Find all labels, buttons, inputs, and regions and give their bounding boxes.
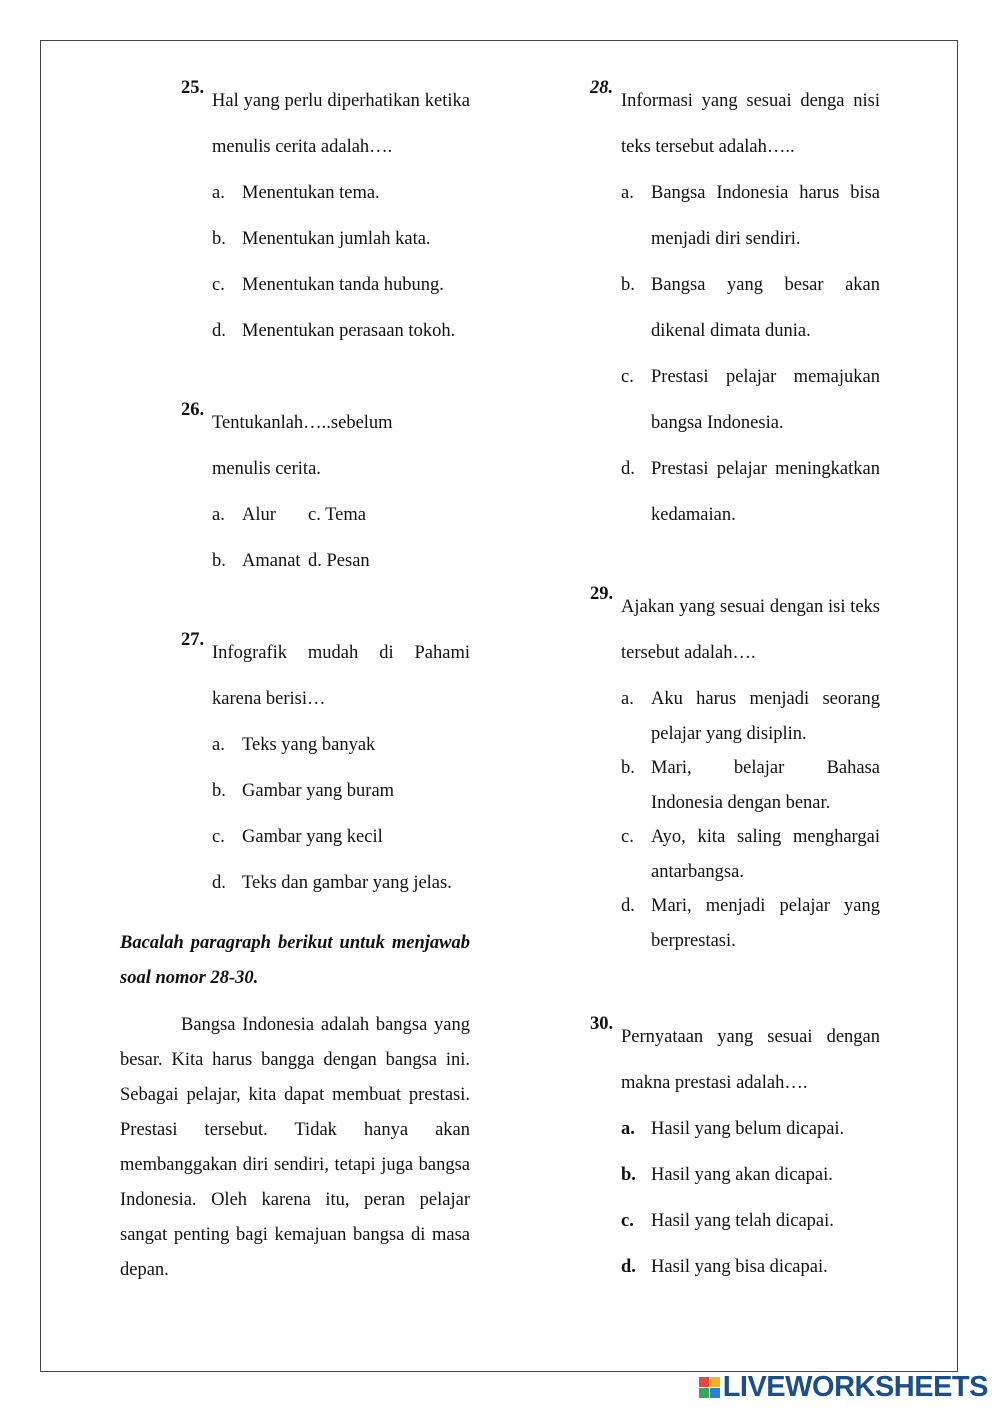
option-c[interactable]: [621, 820, 880, 889]
question-number: 27.: [181, 630, 205, 650]
question-number: 30.: [590, 1014, 614, 1034]
option-text: Prestasi pelajar meningkatkan kedamaian.: [651, 459, 880, 525]
logo-text: LIVEWORKSHEETS: [722, 1371, 988, 1403]
option-d[interactable]: [308, 538, 470, 584]
option-text: Aku harus menjadi seorang pelajar yang disiplin.: [651, 689, 880, 744]
option-b[interactable]: [621, 1152, 880, 1198]
option-text: Gambar yang kecil: [242, 827, 383, 847]
option-label: a.: [621, 1119, 635, 1139]
option-label: d.: [621, 459, 635, 479]
question-number: 25.: [181, 78, 205, 98]
question-text: Hal yang perlu diperhatikan ketika menulis cerita adalah….: [212, 91, 470, 157]
option-text: Bangsa Indonesia harus bisa menjadi diri sendiri.: [651, 183, 880, 249]
option-c[interactable]: [621, 1198, 880, 1244]
logo-tile: [710, 1388, 720, 1398]
question-number: 28.: [590, 78, 614, 98]
option-a[interactable]: [621, 1106, 880, 1152]
option-label: d.: [621, 896, 635, 916]
option-label: b.: [212, 551, 226, 571]
question-number: 26.: [181, 400, 205, 420]
question-text: Informasi yang sesuai denga nisi teks tersebut adalah…..: [621, 91, 880, 157]
option-text: Hasil yang bisa dicapai.: [651, 1257, 828, 1277]
question-28: [590, 78, 880, 538]
reading-instruction: Bacalah paragraph berikut untuk menjawab soal nomor 28-30.: [120, 933, 470, 988]
option-a[interactable]: [212, 492, 308, 538]
reading-paragraph: Bangsa Indonesia adalah bangsa yang besar. Kita harus bangga dengan bangsa ini. Sebagai pelajar, kita dapat membuat prestasi. Prestasi tersebut. Tidak hanya akan membanggakan diri sendiri, tetapi juga bangsa Indonesia. Oleh karena itu, peran pelajar sangat penting bagi kemajuan bangsa di masa depan.: [120, 1015, 470, 1280]
option-label: d.: [212, 321, 226, 341]
option-text: Mari, menjadi pelajar yang berprestasi.: [651, 896, 880, 951]
option-text: Teks dan gambar yang jelas.: [242, 873, 452, 893]
option-text: Amanat: [242, 551, 301, 571]
option-label: b.: [212, 229, 226, 249]
option-text: Hasil yang belum dicapai.: [651, 1119, 845, 1139]
option-label: b.: [621, 275, 635, 295]
option-label: c.: [212, 275, 225, 295]
option-text: Tema: [325, 505, 366, 525]
option-d[interactable]: [212, 308, 470, 354]
option-text: Ayo, kita saling menghargai antarbangsa.: [651, 827, 880, 882]
options-grid: [212, 492, 470, 584]
question-25: [120, 78, 470, 354]
question-27: [120, 630, 470, 906]
option-text: Bangsa yang besar akan dikenal dimata dunia.: [651, 275, 880, 341]
options-list: [621, 170, 880, 538]
options-list: [212, 170, 470, 354]
logo-tile: [699, 1377, 709, 1387]
option-a[interactable]: [212, 170, 470, 216]
liveworksheets-logo[interactable]: [699, 1371, 988, 1404]
option-label: a.: [621, 183, 634, 203]
options-list: [212, 722, 470, 906]
question-text: Infografik mudah di Pahami karena berisi…: [212, 643, 470, 709]
option-text: Menentukan perasaan tokoh.: [242, 321, 456, 341]
question-text: Ajakan yang sesuai dengan isi teks tersebut adalah….: [621, 597, 880, 663]
question-30: [590, 1014, 880, 1290]
logo-tile: [710, 1377, 720, 1387]
option-text: Prestasi pelajar memajukan bangsa Indonesia.: [651, 367, 880, 433]
option-b[interactable]: [212, 538, 308, 584]
option-a[interactable]: [212, 722, 470, 768]
option-label: d.: [621, 1257, 636, 1277]
option-text: Menentukan jumlah kata.: [242, 229, 431, 249]
liveworksheets-logo-icon: [699, 1377, 720, 1398]
option-c[interactable]: [308, 492, 470, 538]
option-c[interactable]: [621, 354, 880, 446]
option-label: a.: [621, 689, 634, 709]
option-text: Teks yang banyak: [242, 735, 376, 755]
option-label: a.: [212, 735, 225, 755]
option-text: Menentukan tema.: [242, 183, 380, 203]
option-c[interactable]: [212, 814, 470, 860]
option-d[interactable]: [621, 889, 880, 958]
question-26: [120, 400, 470, 584]
option-label: c.: [308, 505, 321, 525]
question-29: [590, 584, 880, 958]
question-text: Tentukanlah…..sebelum menulis cerita.: [212, 413, 393, 479]
option-label: b.: [212, 781, 226, 801]
question-text: Pernyataan yang sesuai dengan makna prestasi adalah….: [621, 1027, 880, 1093]
logo-tile: [699, 1388, 709, 1398]
option-label: a.: [212, 505, 225, 525]
options-list: [621, 682, 880, 958]
option-label: d.: [308, 551, 322, 571]
option-b[interactable]: [621, 751, 880, 820]
option-text: Hasil yang telah dicapai.: [651, 1211, 834, 1231]
option-d[interactable]: [621, 446, 880, 538]
options-list: [621, 1106, 880, 1290]
option-b[interactable]: [212, 216, 470, 262]
option-a[interactable]: [621, 682, 880, 751]
option-c[interactable]: [212, 262, 470, 308]
option-b[interactable]: [621, 262, 880, 354]
option-text: Menentukan tanda hubung.: [242, 275, 444, 295]
option-label: c.: [621, 827, 634, 847]
option-label: b.: [621, 758, 635, 778]
option-label: b.: [621, 1165, 636, 1185]
option-label: c.: [621, 367, 634, 387]
option-d[interactable]: [212, 860, 470, 906]
option-label: c.: [621, 1211, 634, 1231]
option-text: Mari, belajar Bahasa Indonesia dengan benar.: [651, 758, 880, 813]
left-column: [120, 78, 470, 1288]
option-text: Gambar yang buram: [242, 781, 395, 801]
question-number: 29.: [590, 584, 614, 604]
option-label: a.: [212, 183, 225, 203]
option-text: Pesan: [326, 551, 370, 571]
option-b[interactable]: [212, 768, 470, 814]
option-d[interactable]: [621, 1244, 880, 1290]
right-column: [590, 78, 880, 1290]
option-label: c.: [212, 827, 225, 847]
option-a[interactable]: [621, 170, 880, 262]
option-label: d.: [212, 873, 226, 893]
option-text: Hasil yang akan dicapai.: [651, 1165, 833, 1185]
option-text: Alur: [242, 505, 276, 525]
